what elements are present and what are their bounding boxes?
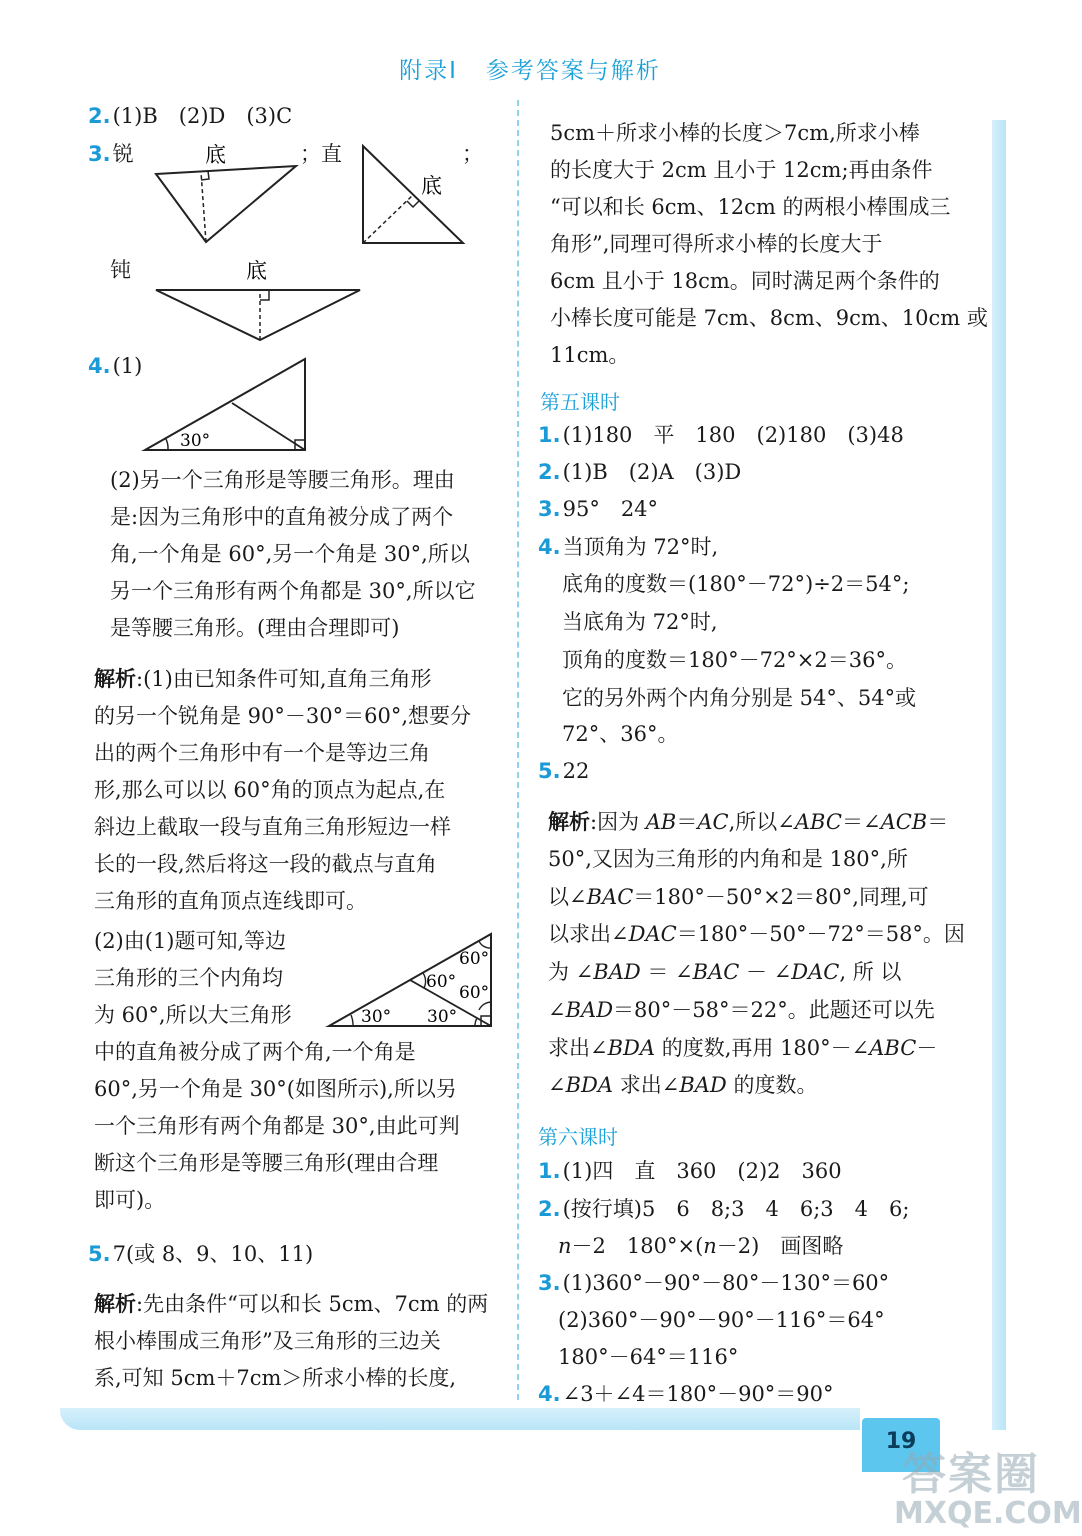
header-title: 参考答案与解析 — [485, 58, 661, 84]
text-part: ＝180°－50°－72°＝58°。因 — [676, 922, 965, 946]
text-part: , 所 以 — [839, 960, 902, 984]
right-angle-mark — [407, 201, 419, 207]
question-number: 2. — [88, 104, 111, 128]
answer-text: (1)B (2)D (3)C — [112, 104, 293, 128]
q4-part2-line: 是等腰三角形。(理由合理即可) — [110, 616, 400, 640]
semicolon: ； — [462, 142, 483, 166]
watermark-en: MXQE.COM — [894, 1496, 1082, 1531]
continued-line: 角形”,同理可得所求小棒的长度大于 — [550, 232, 883, 256]
angle-name: DAC — [628, 922, 677, 946]
q4-part2-line: 角,一个角是 60°,另一个角是 30°,所以 — [110, 542, 470, 566]
answer-text: 7(或 8、9、10、11) — [112, 1242, 314, 1266]
text-part: ＝80°－58°＝22°。此题还可以先 — [613, 998, 935, 1022]
text-part: －2) 画图略 — [716, 1234, 844, 1258]
lesson5-q4-line: 72°、36°。 — [562, 722, 679, 746]
base-label: 底 — [421, 174, 442, 198]
text-part: 为 ∠ — [548, 960, 594, 984]
answer-text: (1)四 直 360 (2)2 360 — [562, 1159, 842, 1183]
acute-triangle-figure — [150, 140, 300, 250]
lesson5-q4-line: 它的另外两个内角分别是 54°、54°或 — [562, 686, 917, 710]
question-number: 2. — [538, 460, 561, 484]
text-part: 以求出∠ — [548, 922, 629, 946]
lesson5-question-5 — [538, 753, 589, 790]
analysis-1-wrap-line: 为 60°,所以大三角形 — [94, 1003, 292, 1027]
angle-name: BAC — [586, 885, 634, 909]
analysis-1-line: 的另一个锐角是 90°－30°＝60°,想要分 — [94, 704, 472, 728]
text-part: 求出∠ — [548, 1036, 608, 1060]
obtuse-triangle — [156, 290, 360, 340]
analysis-1-after-line: 60°,另一个角是 30°(如图所示),所以另 — [94, 1077, 457, 1101]
analysis-1-line: 斜边上截取一段与直角三角形短边一样 — [94, 815, 451, 839]
q4-triangle-figure — [140, 355, 315, 455]
question-number: 5. — [538, 759, 561, 783]
acute-triangle — [156, 166, 296, 242]
answer-text: 22 — [562, 759, 590, 783]
angle-label: 60° — [459, 949, 490, 969]
lesson5-analysis-line — [548, 804, 948, 841]
lesson5-q4-line: 顶角的度数＝180°－72°×2＝36°。 — [562, 648, 907, 672]
page-number: 19 — [862, 1418, 940, 1472]
page-header — [0, 52, 1060, 85]
lesson5-analysis-line — [548, 879, 929, 916]
analysis-1-wrap-line: 三角形的三个内角均 — [94, 966, 283, 990]
lesson5-analysis-line — [548, 954, 901, 991]
angle-name: DAC — [791, 960, 840, 984]
angle-arc — [166, 439, 168, 450]
text-part: －2 180°×( — [571, 1234, 704, 1258]
text-part: ＝∠ — [841, 810, 881, 834]
angle-name: BAC — [692, 960, 740, 984]
answer-text: ∠3＋∠4＝180°－90°＝90° — [562, 1382, 834, 1406]
obtuse-label: 钝 — [110, 258, 131, 282]
question-number: 4. — [538, 535, 561, 559]
segment-label: AC — [697, 810, 729, 834]
text-part: ＝180°－50°×2＝80°,同理,可 — [633, 885, 929, 909]
variable-n: n — [558, 1234, 572, 1258]
question-number: 1. — [538, 423, 561, 447]
question-number: 3. — [538, 1271, 561, 1295]
question-4 — [88, 348, 142, 385]
question-number: 3. — [538, 497, 561, 521]
analysis-1-first-line — [94, 661, 432, 698]
question-2 — [88, 98, 292, 135]
question-number: 5. — [88, 1242, 111, 1266]
right-edge-band — [992, 120, 1006, 1430]
question-number: 4. — [88, 354, 111, 378]
answer-text: (1)B (2)A (3)D — [562, 460, 742, 484]
angle-name: BDA — [565, 1073, 614, 1097]
lesson6-question-1 — [538, 1153, 842, 1190]
analysis-1-after-line: 即可)。 — [94, 1188, 166, 1212]
analysis-2-line: 系,可知 5cm＋7cm＞所求小棒的长度, — [94, 1366, 457, 1390]
section-title-lesson-6: 第六课时 — [538, 1125, 618, 1149]
analysis-1-after-line: 中的直角被分成了两个角,一个角是 — [94, 1040, 416, 1064]
height-line — [363, 195, 413, 243]
right-triangle — [363, 146, 463, 243]
text-part: － — [916, 1036, 938, 1060]
lesson5-q4-line: 当底角为 72°时, — [562, 610, 718, 634]
analysis-1-line: 三角形的直角顶点连线即可。 — [94, 889, 367, 913]
text-part: ∠ — [548, 998, 566, 1022]
division-line — [232, 403, 305, 450]
lesson6-question-2 — [538, 1191, 909, 1228]
lesson5-question-3 — [538, 491, 658, 528]
question-number: 3. — [88, 142, 111, 166]
lesson6-q2-line2 — [558, 1228, 843, 1265]
text-part: ∠ — [548, 1073, 566, 1097]
text-part: 的度数,再用 180°－∠ — [655, 1036, 870, 1060]
analysis-1-line: 长的一段,然后将这一段的截点与直角 — [94, 852, 437, 876]
angle-label: 30° — [180, 431, 211, 451]
lesson5-question-1 — [538, 417, 904, 454]
text-part: ＝ — [676, 810, 698, 834]
q4-part2-line: (2)另一个三角形是等腰三角形。理由 — [110, 468, 455, 492]
answer-text: (1)360°－90°－80°－130°＝60° — [562, 1271, 890, 1295]
angle-name: ABC — [869, 1036, 917, 1060]
text-part: :因为 — [590, 810, 646, 834]
continued-line: “可以和长 6cm、12cm 的两根小棒围成三 — [550, 195, 951, 219]
continued-line: 6cm 且小于 18cm。同时满足两个条件的 — [550, 269, 940, 293]
text-part: 求出∠ — [613, 1073, 680, 1097]
text-part: 的度数。 — [726, 1073, 818, 1097]
analysis-1-after-line: 断这个三角形是等腰三角形(理由合理 — [94, 1151, 439, 1175]
bottom-band — [60, 1408, 860, 1430]
right-triangle-figure — [355, 140, 470, 250]
continued-line: 11cm。 — [550, 343, 630, 367]
angle-label: 30° — [427, 1007, 458, 1027]
angle-name: ABC — [794, 810, 842, 834]
analysis-text: :先由条件“可以和长 5cm、7cm 的两 — [136, 1292, 489, 1316]
answer-text: (按行填)5 6 8;3 4 6;3 4 6; — [562, 1197, 910, 1221]
acute-label: 锐 — [112, 142, 134, 166]
analysis-triangle-figure — [325, 930, 495, 1030]
text-part: － ∠ — [739, 960, 792, 984]
angle-arc — [475, 1018, 477, 1026]
watermark-cn: 答案圈 — [902, 1449, 1040, 1500]
angle-label: 60° — [426, 972, 457, 992]
lesson6-question-3 — [538, 1265, 889, 1302]
section-title-lesson-5: 第五课时 — [540, 390, 620, 414]
text-part: ＝ — [927, 810, 949, 834]
lesson5-analysis-line — [548, 916, 965, 953]
lesson5-analysis-line — [548, 1030, 937, 1067]
height-line — [201, 172, 206, 242]
lesson5-analysis-line — [548, 1067, 817, 1104]
continued-line: 5cm＋所求小棒的长度＞7cm,所求小棒 — [550, 121, 920, 145]
lesson5-question-4 — [538, 529, 718, 566]
angle-arc — [479, 941, 491, 948]
lesson5-q4-line: 底角的度数＝(180°－72°)÷2＝54°; — [562, 572, 910, 596]
angle-name: BAD — [593, 960, 641, 984]
base-label: 底 — [205, 143, 226, 167]
question-5 — [88, 1236, 313, 1273]
text-part: 以∠ — [548, 885, 587, 909]
angle-name: ACB — [880, 810, 928, 834]
angle-arc — [351, 1015, 353, 1026]
lesson6-q3-line: (2)360°－90°－90°－116°＝64° — [558, 1308, 885, 1332]
obtuse-triangle-figure — [150, 258, 365, 348]
analysis-1-wrap-line: (2)由(1)题可知,等边 — [94, 929, 287, 953]
text-part: ,所以∠ — [728, 810, 795, 834]
angle-arc — [479, 1002, 491, 1010]
angle-name: BDA — [607, 1036, 656, 1060]
question-3-label — [88, 136, 134, 173]
column-divider — [517, 100, 519, 1400]
answer-text: 95° 24° — [562, 497, 659, 521]
angle-label: 30° — [361, 1007, 392, 1027]
analysis-2-line: 根小棒围成三角形”及三角形的三边关 — [94, 1329, 441, 1353]
question-number: 1. — [538, 1159, 561, 1183]
analysis-1-line: 出的两个三角形中有一个是等边三角 — [94, 741, 430, 765]
analysis-text: :(1)由已知条件可知,直角三角形 — [136, 667, 432, 691]
analysis-2-first-line — [94, 1286, 488, 1323]
lesson5-analysis-line: 50°,又因为三角形的内角和是 180°,所 — [548, 847, 908, 871]
base-label: 底 — [246, 259, 267, 283]
answer-text: (1)180 平 180 (2)180 (3)48 — [562, 423, 904, 447]
right-label: ；直 — [300, 142, 342, 166]
angle-label: 60° — [459, 983, 490, 1003]
segment-label: AB — [645, 810, 677, 834]
lesson6-q3-line: 180°－64°＝116° — [558, 1345, 739, 1369]
analysis-label: 解析 — [94, 1292, 136, 1316]
analysis-label: 解析 — [94, 667, 136, 691]
analysis-label: 解析 — [548, 810, 590, 834]
q4-part2-line: 是:因为三角形中的直角被分成了两个 — [110, 505, 454, 529]
continued-line: 小棒长度可能是 7cm、8cm、9cm、10cm 或 — [550, 306, 988, 330]
analysis-1-line: 形,那么可以以 60°角的顶点为起点,在 — [94, 778, 446, 802]
question-number: 4. — [538, 1382, 561, 1406]
right-triangle — [145, 359, 305, 450]
header-appendix: 附录Ⅰ — [399, 58, 458, 84]
variable-n: n — [703, 1234, 717, 1258]
lesson5-question-2 — [538, 454, 741, 491]
right-angle-mark — [260, 290, 269, 300]
angle-name: BAD — [565, 998, 614, 1022]
q4-part2-line: 另一个三角形有两个角都是 30°,所以它 — [110, 579, 476, 603]
question-number: 2. — [538, 1197, 561, 1221]
part-1-label: (1) — [112, 354, 143, 378]
answer-text: 当顶角为 72°时, — [562, 535, 719, 559]
text-part: ＝ ∠ — [640, 960, 693, 984]
analysis-1-after-line: 一个三角形有两个角都是 30°,由此可判 — [94, 1114, 460, 1138]
angle-name: BAD — [679, 1073, 727, 1097]
watermark — [890, 1438, 1082, 1536]
continued-line: 的长度大于 2cm 且小于 12cm;再由条件 — [550, 158, 933, 182]
lesson5-analysis-line — [548, 992, 935, 1029]
